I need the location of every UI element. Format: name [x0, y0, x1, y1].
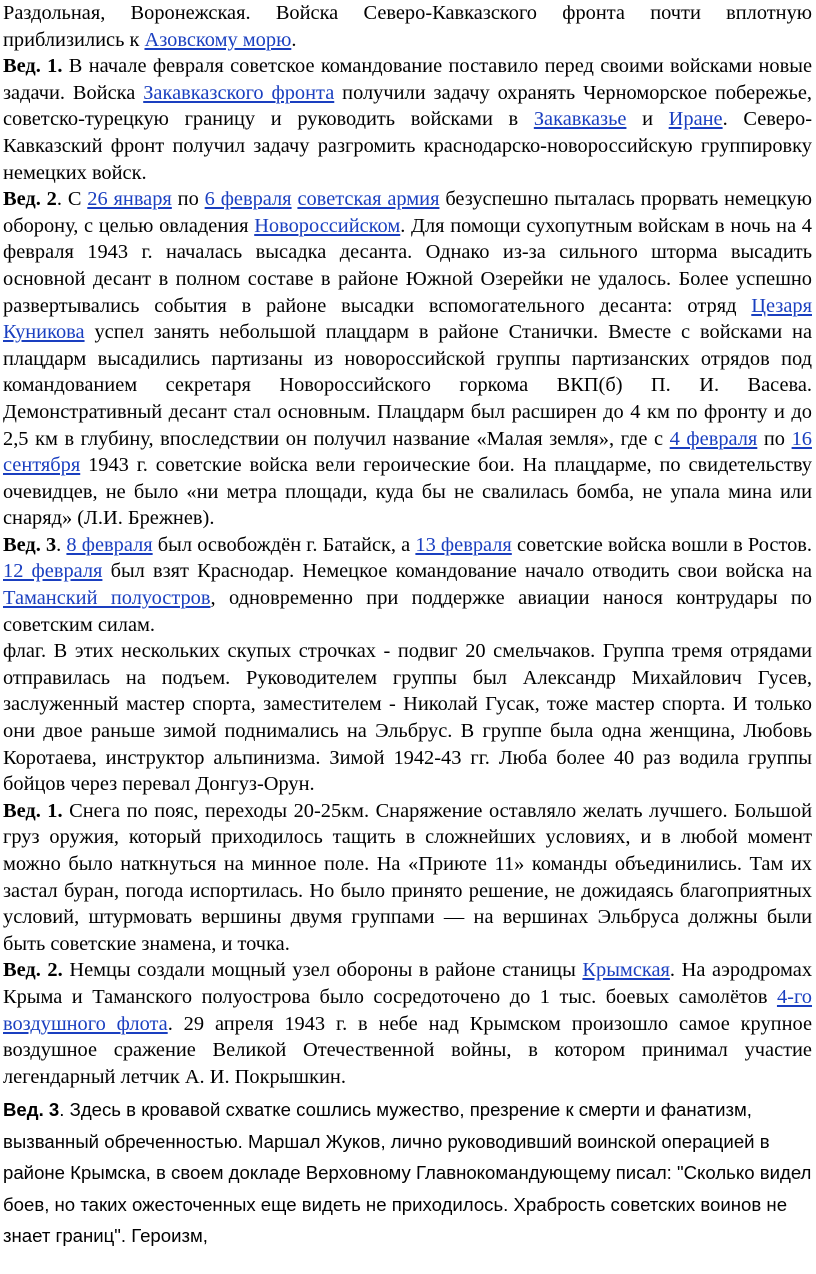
speaker-label: Вед. 1. — [3, 55, 63, 78]
paragraph-text: флаг. В этих нескольких скупых строчках - подвиг 20 смельчаков. Группа тремя отрядами отправилась на подъем. Руководителем группы был Александр Михайлович Гусев, заслуженный мастер спорта, заместителем - Николай Гусак, тоже мастер спорта. И только они двое раньше зимой поднимались на Эльбрус. В группе была одна женщина, Любовь Коротаева, инструктор альпинизма. Зимой 1942-43 гг. Люба более 40 раз водила группы бойцов через перевал Донгуз-Орун. — [3, 640, 812, 796]
paragraph-2 — [3, 53, 812, 186]
link-taman-peninsula[interactable]: Таманский полуостров — [3, 587, 211, 610]
link-krymskaya[interactable]: Крымская — [582, 959, 670, 982]
paragraph-text: был освобождён г. Батайск, а — [152, 533, 416, 556]
paragraph-text: . 29 апреля 1943 г. в небе над Крымском произошло самое крупное воздушное сражение Великой Отечественной войны, в котором принимал участие легендарный летчик А. И. Покрышкин. — [3, 1012, 812, 1088]
paragraph-text: . — [291, 28, 297, 51]
paragraph-text: по — [171, 188, 205, 211]
paragraph-text: 1943 г. советские войска вели героические бои. На плацдарме, по свидетельству очевидцев, не было «ни метра площади, куда бы не свалилась бомба, не упала мина или снаряд» (Л.И. Брежнев). — [3, 454, 812, 530]
paragraph-text: . На аэродромах Крыма и Таманского полуострова было сосредоточено до 1 тыс. боевых самолётов — [3, 959, 813, 1008]
speaker-label: Вед. 3 — [3, 1099, 60, 1121]
paragraph-text: , одновременно при поддержке авиации нанося контрудары по советским силам. — [3, 587, 812, 636]
paragraph-text: успел занять небольшой плацдарм в районе Станички. Вместе с войсками на плацдарм высадились партизаны из новороссийской группы партизанских отрядов под командованием секретаря Новороссийского горкома ВКП(б) П. И. Васева. Демонстративный десант стал основным. Плацдарм был расширен до 4 км по фронту и до 2,5 км в глубину, впоследствии он получил название «Малая земля», где с — [3, 321, 812, 450]
speaker-label: Вед. 2. — [3, 959, 63, 982]
paragraph-4 — [3, 532, 812, 638]
link-soviet-army[interactable]: советская армия — [297, 188, 440, 211]
paragraph-7 — [3, 957, 812, 1090]
paragraph-text: . — [56, 533, 67, 556]
link-tsezar-kunikov[interactable]: Цезаря Куникова — [3, 294, 812, 344]
link-6-february[interactable]: 6 февраля — [204, 188, 292, 211]
paragraph-text: Немцы создали мощный узел обороны в районе станицы — [62, 959, 583, 982]
paragraph-text: и — [626, 108, 669, 131]
paragraph-text: безуспешно пыталась прорвать немецкую оборону, с целью овладения — [3, 188, 812, 237]
paragraph-text: получили задачу охранять Черноморское побережье, советско-турецкую границу и руководить войсками в — [3, 81, 812, 131]
paragraph-text: был взят Краснодар. Немецкое командование начало отводить свои войска на — [102, 560, 812, 583]
link-iran[interactable]: Иране — [668, 108, 723, 131]
link-4th-air-fleet[interactable]: 4-го воздушного флота — [3, 985, 812, 1035]
link-16-september[interactable]: 16 сентября — [3, 427, 812, 477]
paragraph-1 — [3, 0, 812, 53]
speaker-label: Вед. 2 — [3, 188, 57, 211]
paragraph-text: . С — [56, 188, 88, 211]
link-26-january[interactable]: 26 января — [87, 188, 172, 211]
link-4-february[interactable]: 4 февраля — [669, 427, 758, 450]
link-8-february[interactable]: 8 февраля — [66, 533, 153, 556]
link-novorossiysk[interactable]: Новороссийском — [254, 214, 401, 237]
link-13-february[interactable]: 13 февраля — [415, 533, 512, 556]
paragraph-text: В начале февраля советское командование поставило перед своими войсками новые задачи. Войска — [3, 55, 812, 104]
speaker-label: Вед. 1. — [3, 799, 63, 822]
paragraph-text: советские войска вошли в Ростов. — [511, 533, 813, 556]
paragraph-text: Раздольная, Воронежская. Войска Северо-Кавказского фронта почти вплотную приблизились к — [3, 2, 812, 51]
paragraph-text: . Северо-Кавказский фронт получил задачу разгромить краснодарско-новороссийскую группировку немецких войск. — [3, 108, 813, 184]
paragraph-text: по — [757, 427, 792, 450]
link-transcaucasia[interactable]: Закавказье — [533, 108, 627, 131]
paragraph-8 — [3, 1094, 812, 1251]
paragraph-text: . Здесь в кровавой схватке сошлись мужество, презрение к смерти и фанатизм, вызванный обреченностью. Маршал Жуков, лично руководивший воинской операцией в районе Крымска, в своем докладе Верховному Главнокомандующему писал: "Сколько видел боев, но таких ожесточенных еще видеть не приходилось. Храбрость советских воинов не знает границ". Героизм, — [3, 1099, 812, 1246]
paragraph-6 — [3, 798, 812, 958]
paragraph-text: Снега по пояс, переходы 20-25км. Снаряжение оставляло желать лучшего. Большой груз оружия, который приходилось тащить в сложнейших условиях, и в любой момент можно было наткнуться на минное поле. На «Приюте 11» команды объединились. Там их застал буран, погода испортилась. Но было принято решение, не дожидаясь благоприятных условий, штурмовать вершины двумя группами — на вершинах Эльбруса должны были быть советские знамена, и точка. — [3, 799, 812, 955]
link-12-february[interactable]: 12 февраля — [3, 560, 103, 583]
paragraph-3 — [3, 186, 812, 532]
link-transcaucasian-front[interactable]: Закавказского фронта — [143, 81, 335, 104]
paragraph-5 — [3, 638, 812, 798]
speaker-label: Вед. 3 — [3, 533, 57, 556]
paragraph-text: . Для помощи сухопутным войскам в ночь на 4 февраля 1943 г. началась высадка десанта. Однако из-за сильного шторма высадить основной десант в полном составе в районе Южной Озерейки не удалось. Более успешно развертывались события в районе высадки вспомогательного десанта: отряд — [3, 214, 812, 317]
link-azov-sea[interactable]: Азовскому морю — [144, 28, 292, 51]
